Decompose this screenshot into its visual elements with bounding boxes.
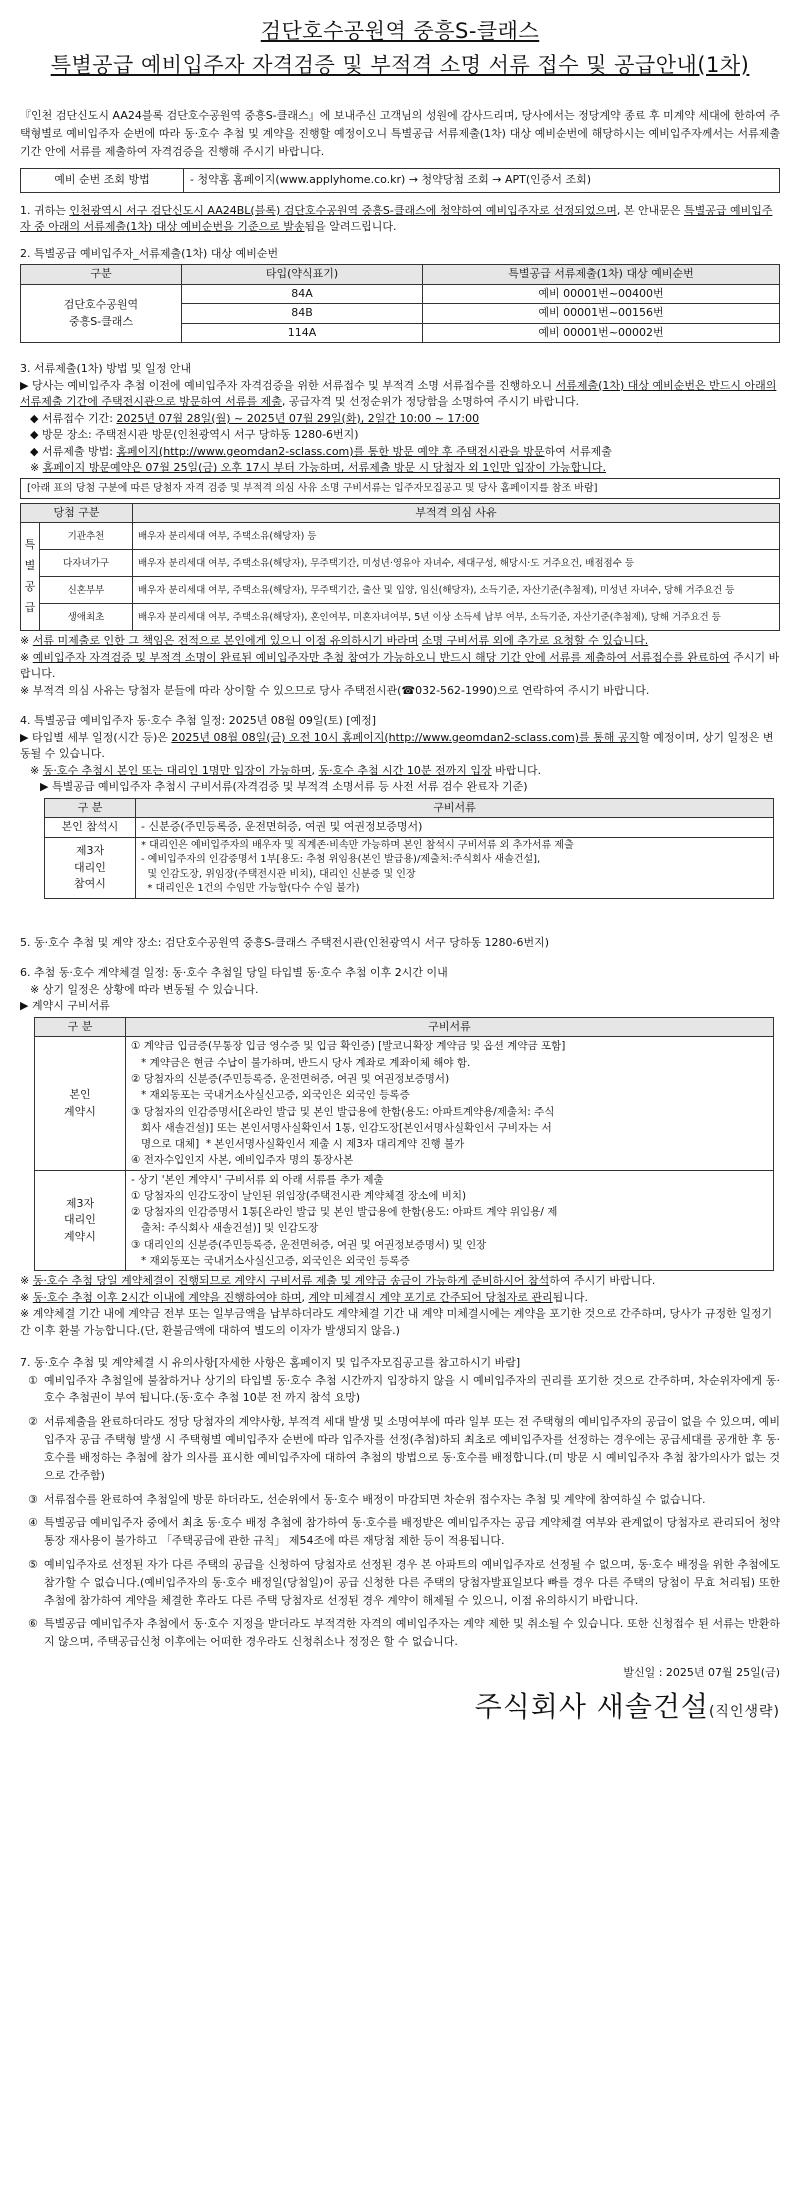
s6-text: ※ — [20, 1274, 33, 1288]
list-item — [28, 1556, 780, 1609]
item-text: 서류접수를 완료하여 추첨일에 방문 하더라도, 선순위에서 동·호수 배정이 마감되면 차순위 접수자는 추첨 및 계약에 참여하실 수 없습니다. — [44, 1492, 706, 1506]
s6-note-refund: ※ 계약체결 기간 내에 계약금 전부 또는 일부금액을 납부하더라도 계약체결 기간 내 계약 미체결시에는 계약을 포기한 것으로 간주하며, 당사가 규정한 일정기간 이후 환불 가능합니다.(단, 환불금액에 대하여 별도의 이자가 발생되지 않음.) — [20, 1307, 773, 1337]
s4-text: 할 예정이며, 상기 일정은 변동될 수 있습니다. — [20, 730, 774, 761]
item-text: 예비입주자로 선정된 자가 다른 주택의 공급을 신청하여 당첨자로 선정된 경우 본 아파트의 예비입주자로 선정될 수 없으며, 동·호수 배정을 위한 추첨에도 참가할 수 없습니다.(예비입주자의 동·호수 배정일(당첨일)이 공급 신청한 다른 주택의 당첨자발표일보다 빠를 경우 다른 주택의 당첨이 무효 처리됨) 또한 추첨에 참가하여 계약을 체결한 후라도 다른 주택 당첨자로 선정된 경우 계약이 해제될 수 있으니, 이점 유의하시기 바랍니다. — [44, 1557, 780, 1607]
doc-line: 회사 새솔건설)] 또는 본인서명사실확인서 1통, 인감도장[본인서명사실확인서 구비자는 서 — [131, 1121, 552, 1134]
item-number: ② — [28, 1415, 38, 1429]
disqualification-table — [20, 503, 780, 632]
kind-cell: 생애최초 — [40, 604, 133, 631]
s1-text-3: 됨을 알려드립니다. — [304, 220, 397, 234]
s6-underline: 동·호수 추첨 이후 2시간 이내에 계약을 진행하여야 하며 — [32, 1290, 302, 1304]
col-header: 구 분 — [35, 1017, 126, 1037]
row-label: 본인 참석시 — [45, 818, 136, 838]
s3-bullet-place: ◆ 방문 장소: 주택전시관 방문(인천광역시 서구 당하동 1280-6번지) — [30, 428, 359, 442]
section-2-heading: 2. 특별공급 예비입주자_서류제출(1차) 대상 예비순번 — [20, 246, 279, 260]
s6-text: , — [301, 1290, 309, 1304]
kind-cell: 기관추천 — [40, 523, 133, 550]
s3-note-responsibility — [20, 633, 780, 650]
col-header: 특별공급 서류제출(1차) 대상 예비순번 — [423, 265, 780, 285]
item-text: 서류제출을 완료하더라도 정당 당첨자의 계약사항, 부적격 세대 발생 및 소명여부에 따라 일부 또는 전 주택형의 예비입주자의 공급이 없을 수 있으며, 예비입주자 공급 주택형 발생 시 주택형별 예비입주자 순번에 따라 입주자를 선정(추첨)하되 최초로 예비입주자를 선정하는 경우에는 공급세대를 공개한 후 동·호수를 배정하는 추첨에 참가 의사를 표시한 예비입주자에 대하여 추첨의 방법으로 동·호수를 배정합니다.(미 방문 시 예비입주자 추첨 참가의사가 없는 것으로 간주함) — [44, 1415, 780, 1482]
s4-text: ※ — [30, 763, 43, 777]
item-text: 특별공급 예비입주자 중에서 최초 동·호수 배정 추첨에 참가하여 동·호수를 배정받은 예비입주자는 공급 계약체결 여부와 관계없이 당첨자로 관리되어 청약통장 재사용이 불가하고 「주택공급에 관한 규칙」 제54조에 따른 재당첨 제한 등이 적용됩니다. — [44, 1516, 780, 1548]
list-item — [28, 1372, 780, 1408]
s4-text: ▶ 타입별 세부 일정(시간 등)은 — [20, 730, 172, 744]
list-item — [28, 1413, 780, 1484]
kind-cell: 다자녀가구 — [40, 550, 133, 577]
type-cell: 84A — [182, 284, 423, 304]
s4-underline: 동·호수 추첨시 본인 또는 대리인 1명만 입장이 가능하며 — [42, 763, 312, 777]
col-header: 당첨 구분 — [21, 503, 133, 523]
s3-underline: 소명 구비서류 외에 추가로 요청할 수 있습니다. — [421, 634, 649, 648]
s3-text: ※ — [20, 634, 33, 648]
row-label: 제3자 대리인 계약시 — [35, 1170, 126, 1271]
item-text: 특별공급 예비입주자 추첨에서 동·호수 지정을 받더라도 부적격한 자격의 예비입주자는 계약 제한 및 취소될 수 있습니다. 또한 신청접수 된 서류는 반환하지 않으며, 주택공급신청 이후에는 어떠한 경우라도 신청취소나 정정은 할 수 없습니다. — [44, 1617, 780, 1649]
doc-line: 및 인감도장, 위임장(주택전시관 비치), 대리인 신분증 및 인장 — [141, 868, 416, 880]
company-name: 주식회사 새솔건설 — [474, 1689, 709, 1723]
s3-text: ※ — [30, 461, 43, 475]
s1-underline-1: 인천광역시 서구 검단신도시 AA24BL(블록) 검단호수공원역 중흥S-클래스에 청약하여 예비입주자로 선정되었으며 — [69, 203, 617, 217]
section-4-heading: 4. 특별공급 예비입주자 동·호수 추첨 일정: 2025년 08월 09일(토) [예정] — [20, 714, 377, 728]
s3-underline: 서류 미제출로 인한 그 책임은 전적으로 본인에게 있으니 이점 유의하시기 바라며 — [32, 634, 419, 648]
row-value-lines — [126, 1037, 774, 1170]
col-header: 구비서류 — [126, 1017, 774, 1037]
s3-note-contact: ※ 부적격 의심 사유는 당첨자 분들에 따라 상이할 수 있으므로 당사 주택전시관(☎032-562-1990)으로 연락하여 주시기 바랍니다. — [20, 683, 650, 697]
s6-underline: 계약 미체결시 계약 포기로 간주되어 당첨자로 관리 — [308, 1290, 553, 1304]
s4-underline: 2025년 08월 08일(금) 오전 10시 홈페이지(http://www.geomdan2-sclass.com)를 통해 공지 — [171, 730, 640, 744]
list-item — [28, 1615, 780, 1651]
s6-text: 됩니다. — [552, 1290, 588, 1304]
s6-underline: 동·호수 추첨 당일 계약체결이 진행되므로 계약시 구비서류 제출 및 계약금 송금이 가능하게 준비하시어 참석 — [32, 1274, 550, 1288]
section-7-heading: 7. 동·호수 추첨 및 계약체결 시 유의사항[자세한 사항은 홈페이지 및 입주자모집공고를 참고하시기 바람] — [20, 1356, 521, 1370]
reason-cell: 배우자 분리세대 여부, 주택소유(해당자), 혼인여부, 미혼자녀여부, 5년 이상 소득세 납부 여부, 소득기준, 자산기준(추첨제), 당해 거주요건 등 — [133, 604, 780, 631]
s3-paragraph — [20, 378, 780, 411]
reason-cell: 배우자 분리세대 여부, 주택소유(해당자), 무주택기간, 출산 및 입양, 임신(해당자), 소득기준, 자산기준(추첨제), 미성년 자녀수, 당해 거주요건 등 — [133, 577, 780, 604]
title-complex-name: 검단호수공원역 중흥S-클래스 — [260, 19, 540, 43]
s1-text-2: , 본 안내문은 — [616, 203, 684, 217]
lookup-value: - 청약홈 홈페이지(www.applyhome.co.kr) → 청약당첨 조회 → APT(인증서 조회) — [184, 169, 780, 193]
s6-note: ※ 상기 일정은 상황에 따라 변동될 수 있습니다. — [30, 982, 259, 996]
s3-text: ▶ 당사는 예비입주자 추첨 이전에 예비입주자 자격검증을 위한 서류접수 및 부적격 소명 서류접수를 진행하오니 — [20, 378, 556, 392]
s1-text: 1. 귀하는 — [20, 203, 70, 217]
reason-cell: 배우자 분리세대 여부, 주택소유(해당자), 무주택기간, 미성년·영유아 자녀수, 세대구성, 해당시·도 거주요건, 배점점수 등 — [133, 550, 780, 577]
s6-note-deadline — [20, 1290, 780, 1307]
seal-omitted-note: (직인생략) — [708, 1703, 780, 1720]
s3-text: 하여 서류제출 — [544, 444, 612, 458]
list-item — [28, 1491, 780, 1509]
draw-documents-table — [44, 798, 774, 899]
s4-underline: 동·호수 추첨 시간 10분 전까지 입장 — [318, 763, 492, 777]
issue-date: 발신일 : 2025년 07월 25일(금) — [623, 1666, 780, 1680]
item-number: ⑥ — [28, 1617, 38, 1631]
contract-documents-table — [34, 1017, 774, 1271]
row-label: 제3자 대리인 참여시 — [45, 837, 136, 898]
doc-line: 명으로 대체] * 본인서명사실확인서 제출 시 제3자 대리계약 진행 불가 — [131, 1138, 465, 1151]
s3-bullet-method — [20, 444, 780, 461]
doc-line: 출처: 주식회사 새솔건설)] 및 인감도장 — [131, 1222, 319, 1235]
intro-paragraph: 『인천 검단신도시 AA24블록 검단호수공원역 중흥S-클래스』에 보내주신 고객님의 성원에 감사드리며, 당사에서는 정당계약 종료 후 미계약 세대에 한하여 주택형별로 예비입주자 순번에 따라 동·호수 추첨 및 계약을 진행할 예정이오니 특별공급 서류제출(1차) 대상 예비순번에 해당하시는 예비입주자께서는 서류제출 기간 안에 서류를 제출하여 자격검증을 진행해 주시기 바랍니다. — [20, 109, 780, 158]
s3-text: ※ — [20, 650, 33, 664]
doc-line: ④ 전자수입인지 사본, 예비입주자 명의 통장사본 — [131, 1154, 354, 1167]
s3-underline: 2025년 07월 28일(월) ~ 2025년 07월 29일(화), 2일간 10:00 ~ 17:00 — [116, 411, 480, 425]
s6-text: ※ — [20, 1290, 33, 1304]
s4-text: 바랍니다. — [491, 763, 542, 777]
complex-name-cell: 검단호수공원역 중흥S-클래스 — [21, 284, 182, 343]
section-6-heading: 6. 추첨 동·호수 계약체결 일정: 동·호수 추첨일 당일 타입별 동·호수 추첨 이후 2시간 이내 — [20, 966, 448, 980]
doc-line: * 대리인은 1건의 수임만 가능함(다수 수임 불가) — [141, 883, 360, 895]
lookup-table — [20, 168, 780, 193]
s3-underline: 홈페이지 방문예약은 07월 25일(금) 오후 17시 부터 가능하며, 서류제출 방문 시 당첨자 외 1인만 입장이 가능합니다. — [42, 461, 607, 475]
doc-line: * 계약금은 현금 수납이 불가하며, 반드시 당사 계좌로 계좌이체 해야 함. — [131, 1056, 471, 1069]
special-supply-side-label — [21, 523, 40, 631]
doc-line: ① 당첨자의 인감도장이 날인된 위임장(주택전시관 계약체결 장소에 비치) — [131, 1189, 467, 1202]
s6-text: 하여 주시기 바랍니다. — [549, 1274, 656, 1288]
doc-line: * 재외동포는 국내거소사실신고증, 외국인은 외국인 등록증 — [131, 1254, 410, 1267]
section-3-heading: 3. 서류제출(1차) 방법 및 일정 안내 — [20, 362, 192, 376]
s4-paragraph — [20, 730, 780, 763]
s7-list — [20, 1372, 780, 1651]
s3-text: ◆ 서류제출 방법: — [30, 444, 117, 458]
section-1 — [20, 203, 780, 236]
item-number: ① — [28, 1373, 38, 1387]
kind-cell: 신혼부부 — [40, 577, 133, 604]
s3-underline: 서류제출(1차) 대상 예비순번은 반드시 아래의 서류제출 기간에 주택전시관으로 방문하여 서류를 제출 — [20, 378, 777, 409]
col-header: 부적격 의심 사유 — [133, 503, 780, 523]
s3-underline: 예비입주자 자격검증 및 부적격 소명이 완료된 예비입주자만 추첨 참여가 가능하오니 반드시 해당 기간 안에 서류를 제출하여 서류접수를 완료하여 — [32, 650, 730, 664]
row-label: 본인 계약시 — [35, 1037, 126, 1170]
doc-line: ③ 당첨자의 인감증명서[온라인 발급 및 본인 발급용에 한함(용도: 아파트계약용/제출처: 주식 — [131, 1105, 555, 1118]
doc-line: ② 당첨자의 인감증명서 1통[온라인 발급 및 본인 발급용에 한함(용도: 아파트 계약 위임용/ 제 — [131, 1206, 558, 1219]
lookup-label: 예비 순번 조회 방법 — [21, 169, 184, 193]
side-label-text: 특별공급 — [24, 538, 36, 614]
s3-text: ◆ 서류접수 기간: — [30, 411, 117, 425]
item-number: ④ — [28, 1516, 38, 1530]
doc-line: * 재외동포는 국내거소사실신고증, 외국인은 외국인 등록증 — [131, 1089, 410, 1102]
reason-cell: 배우자 분리세대 여부, 주택소유(해당자) 등 — [133, 523, 780, 550]
col-header: 구분 — [21, 265, 182, 285]
range-cell: 예비 00001번~00400번 — [423, 284, 780, 304]
doc-line: ③ 대리인의 신분증(주민등록증, 운전면허증, 여권 및 여권정보증명서) 및 인장 — [131, 1238, 487, 1251]
type-cell: 84B — [182, 304, 423, 324]
s3-note-reservation — [20, 460, 780, 477]
reserve-range-table — [20, 264, 780, 343]
s6-note-prepare — [20, 1273, 780, 1290]
doc-line: ① 계약금 입금증(무통장 입금 영수증 및 입금 확인증) [발코니확장 계약금 및 옵션 계약금 포함] — [131, 1040, 566, 1053]
col-header: 타입(약식표기) — [182, 265, 423, 285]
s3-bracket-note: [아래 표의 당첨 구분에 따른 당첨자 자격 검증 및 부적격 의심 사유 소명 구비서류는 입주자모집공고 및 당사 홈페이지를 참조 바람] — [20, 478, 780, 499]
row-value-lines — [136, 837, 774, 898]
row-value: - 신분증(주민등록증, 운전면허증, 여권 및 여권정보증명서) — [136, 818, 774, 838]
range-cell: 예비 00001번~00002번 — [423, 323, 780, 343]
item-number: ③ — [28, 1492, 38, 1506]
type-cell: 114A — [182, 323, 423, 343]
col-header: 구비서류 — [136, 798, 774, 818]
s3-note-verification — [20, 650, 780, 683]
doc-line: * 대리인은 예비입주자의 배우자 및 직계존·비속만 가능하며 본인 참석시 구비서류 외 추가서류 제출 — [141, 839, 574, 851]
s3-underline: 홈페이지(http://www.geomdan2-sclass.com)를 통한 방문 예약 후 주택전시관을 방문 — [116, 444, 545, 458]
s1-underline-2: 특별공급 예비입주자 중 아래의 서류제출(1차) 대상 예비순번을 기준으로 발송 — [20, 203, 773, 234]
item-text: 예비입주자 추첨일에 불참하거나 상기의 타입별 동·호수 추첨 시간까지 입장하지 않을 시 예비입주자의 권리를 포기한 것으로 간주하며, 차순위자에게 동·호수 추첨권이 부여 됩니다.(동·호수 추첨 10분 전 까지 참석 요망) — [44, 1373, 780, 1405]
s4-sub-heading: ▶ 특별공급 예비입주자 추첨시 구비서류(자격검증 및 부적격 소명서류 등 사전 서류 검수 완료자 기준) — [40, 780, 528, 794]
doc-line: - 예비입주자의 인감증명서 1부[용도: 추첨 위임용(본인 발급용)/제출처:주식회사 새솔건설], — [141, 854, 541, 866]
range-cell: 예비 00001번~00156번 — [423, 304, 780, 324]
item-number: ⑤ — [28, 1557, 38, 1571]
row-value-lines — [126, 1170, 774, 1271]
section-5-heading: 5. 동·호수 추첨 및 계약 장소: 검단호수공원역 중흥S-클래스 주택전시관(인천광역시 서구 당하동 1280-6번지) — [20, 935, 550, 949]
doc-line: - 상기 '본인 계약시' 구비서류 외 아래 서류를 추가 제출 — [131, 1173, 384, 1186]
s4-text: , — [311, 763, 319, 777]
s3-text: , 공급자격 및 선정순위가 정당함을 소명하여 주시기 바랍니다. — [281, 395, 580, 409]
doc-line: ② 당첨자의 신분증(주민등록증, 운전면허증, 여권 및 여권정보증명서) — [131, 1072, 450, 1085]
s4-note — [20, 763, 780, 780]
list-item — [28, 1514, 780, 1550]
title-notice: 특별공급 예비입주자 자격검증 및 부적격 소명 서류 접수 및 공급안내(1차) — [50, 52, 750, 77]
col-header: 구 분 — [45, 798, 136, 818]
s3-bullet-period — [20, 411, 780, 428]
s3-text: 주시기 바랍니다. — [20, 650, 780, 681]
s6-sub-heading: ▶ 계약시 구비서류 — [20, 999, 110, 1013]
company-name-block — [20, 1686, 780, 1728]
